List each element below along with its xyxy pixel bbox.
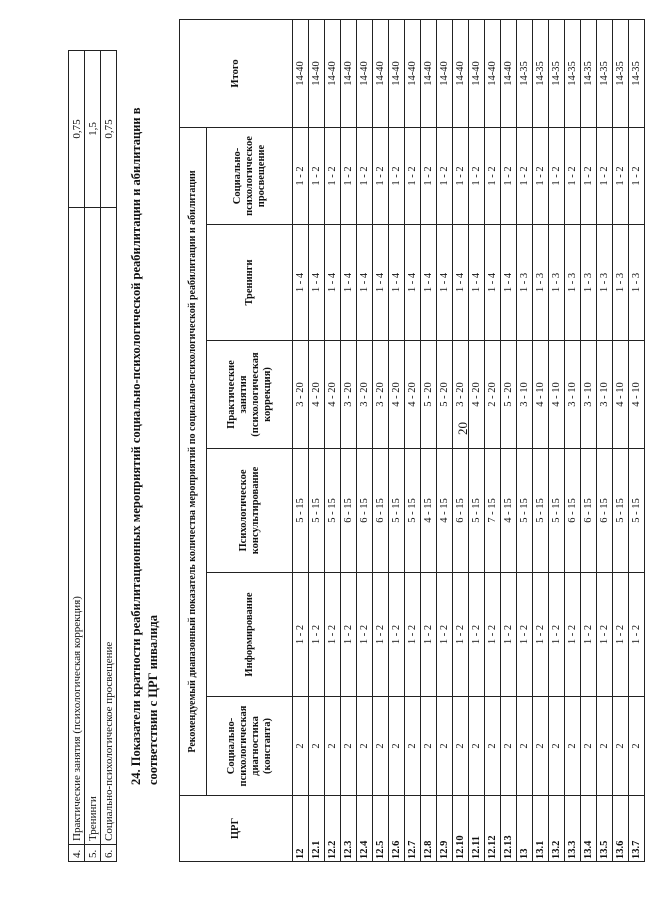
value-cell: 1 - 3 bbox=[629, 225, 645, 341]
value-cell: 2 bbox=[357, 697, 373, 796]
value-cell: 2 bbox=[485, 697, 501, 796]
total-cell: 14-40 bbox=[357, 19, 373, 127]
value-cell: 4 - 15 bbox=[421, 449, 437, 573]
value-cell: 1 - 2 bbox=[453, 127, 469, 224]
header-col: Социально-психологическое просвещение bbox=[207, 127, 293, 224]
table-row bbox=[501, 19, 517, 861]
value-cell: 1 - 2 bbox=[549, 127, 565, 224]
table-row bbox=[581, 19, 597, 861]
value-cell: 2 bbox=[549, 697, 565, 796]
table-row bbox=[613, 19, 629, 861]
row-number: 6. bbox=[101, 845, 117, 862]
value-cell: 2 bbox=[389, 697, 405, 796]
value-cell: 1 - 2 bbox=[341, 127, 357, 224]
crg-code: 12.7 bbox=[405, 796, 421, 862]
value-cell: 3 - 10 bbox=[597, 341, 613, 449]
table-row bbox=[565, 19, 581, 861]
value-cell: 3 - 10 bbox=[517, 341, 533, 449]
value-cell: 1 - 2 bbox=[405, 573, 421, 697]
table-row bbox=[373, 19, 389, 861]
total-cell: 14-40 bbox=[421, 19, 437, 127]
total-cell: 14-40 bbox=[341, 19, 357, 127]
value-cell: 1 - 4 bbox=[373, 225, 389, 341]
crg-code: 12.8 bbox=[421, 796, 437, 862]
header-crg: ЦРГ bbox=[180, 796, 293, 862]
value-cell: 1 - 4 bbox=[357, 225, 373, 341]
crg-frequency-table bbox=[179, 19, 645, 862]
value-cell: 2 bbox=[533, 697, 549, 796]
total-cell: 14-40 bbox=[437, 19, 453, 127]
value-cell: 2 - 20 bbox=[485, 341, 501, 449]
value-cell: 1 - 2 bbox=[293, 573, 309, 697]
total-cell: 14-40 bbox=[325, 19, 341, 127]
value-cell: 2 bbox=[325, 697, 341, 796]
crg-code: 13.5 bbox=[597, 796, 613, 862]
value-cell: 2 bbox=[309, 697, 325, 796]
value-cell: 6 - 15 bbox=[341, 449, 357, 573]
value-cell: 5 - 15 bbox=[469, 449, 485, 573]
value-cell: 1 - 2 bbox=[597, 573, 613, 697]
row-label: Практические занятия (психологическая коррекция) bbox=[69, 208, 85, 845]
crg-code: 13 bbox=[517, 796, 533, 862]
value-cell: 5 - 15 bbox=[549, 449, 565, 573]
value-cell: 2 bbox=[581, 697, 597, 796]
value-cell: 1 - 2 bbox=[517, 127, 533, 224]
value-cell: 1 - 4 bbox=[437, 225, 453, 341]
value-cell: 1 - 4 bbox=[389, 225, 405, 341]
value-cell: 4 - 10 bbox=[629, 341, 645, 449]
value-cell: 1 - 2 bbox=[501, 127, 517, 224]
value-cell: 6 - 15 bbox=[581, 449, 597, 573]
value-cell: 1 - 2 bbox=[373, 573, 389, 697]
value-cell: 1 - 4 bbox=[469, 225, 485, 341]
row-number: 4. bbox=[69, 845, 85, 862]
value-cell: 6 - 15 bbox=[597, 449, 613, 573]
value-cell: 1 - 2 bbox=[629, 127, 645, 224]
activity-weights-table bbox=[68, 50, 117, 862]
table-row bbox=[453, 19, 469, 861]
value-cell: 2 bbox=[565, 697, 581, 796]
total-cell: 14-35 bbox=[629, 19, 645, 127]
value-cell: 1 - 2 bbox=[437, 127, 453, 224]
value-cell: 1 - 4 bbox=[453, 225, 469, 341]
value-cell: 1 - 2 bbox=[437, 573, 453, 697]
crg-code: 12.12 bbox=[485, 796, 501, 862]
header-col: Практические занятия (психологическая коррекция) bbox=[207, 341, 293, 449]
table-row bbox=[549, 19, 565, 861]
table-row bbox=[437, 19, 453, 861]
value-cell: 1 - 2 bbox=[341, 573, 357, 697]
crg-code: 13.3 bbox=[565, 796, 581, 862]
total-cell: 14-35 bbox=[517, 19, 533, 127]
value-cell: 2 bbox=[437, 697, 453, 796]
value-cell: 5 - 15 bbox=[405, 449, 421, 573]
value-cell: 1 - 3 bbox=[581, 225, 597, 341]
value-cell: 1 - 4 bbox=[501, 225, 517, 341]
value-cell: 1 - 4 bbox=[421, 225, 437, 341]
header-group: Рекомендуемый диапазонный показатель количества мероприятий по социально-психологической реабилитации и абилитации bbox=[180, 127, 207, 795]
header-col: Тренинги bbox=[207, 225, 293, 341]
crg-code: 12.3 bbox=[341, 796, 357, 862]
table-row bbox=[629, 19, 645, 861]
total-cell: 14-40 bbox=[373, 19, 389, 127]
table-row bbox=[469, 19, 485, 861]
value-cell: 1 - 2 bbox=[549, 573, 565, 697]
crg-code: 13.1 bbox=[533, 796, 549, 862]
value-cell: 4 - 10 bbox=[533, 341, 549, 449]
row-label: Тренинги bbox=[85, 208, 101, 845]
value-cell: 1 - 2 bbox=[405, 127, 421, 224]
value-cell: 2 bbox=[629, 697, 645, 796]
crg-code: 12.10 bbox=[453, 796, 469, 862]
table-row bbox=[85, 51, 101, 862]
value-cell: 4 - 15 bbox=[437, 449, 453, 573]
row-value: 1,5 bbox=[85, 51, 101, 208]
value-cell: 5 - 15 bbox=[325, 449, 341, 573]
value-cell: 1 - 4 bbox=[325, 225, 341, 341]
value-cell: 1 - 2 bbox=[325, 573, 341, 697]
value-cell: 4 - 20 bbox=[389, 341, 405, 449]
value-cell: 1 - 4 bbox=[341, 225, 357, 341]
value-cell: 5 - 15 bbox=[517, 449, 533, 573]
total-cell: 14-40 bbox=[405, 19, 421, 127]
value-cell: 5 - 20 bbox=[437, 341, 453, 449]
value-cell: 3 - 20 bbox=[373, 341, 389, 449]
value-cell: 1 - 4 bbox=[485, 225, 501, 341]
total-cell: 14-40 bbox=[453, 19, 469, 127]
total-cell: 14-35 bbox=[549, 19, 565, 127]
row-value: 0,75 bbox=[69, 51, 85, 208]
value-cell: 1 - 2 bbox=[533, 573, 549, 697]
value-cell: 1 - 2 bbox=[485, 127, 501, 224]
value-cell: 1 - 2 bbox=[581, 573, 597, 697]
value-cell: 1 - 2 bbox=[421, 127, 437, 224]
value-cell: 4 - 20 bbox=[405, 341, 421, 449]
value-cell: 6 - 15 bbox=[357, 449, 373, 573]
value-cell: 1 - 2 bbox=[293, 127, 309, 224]
value-cell: 5 - 20 bbox=[501, 341, 517, 449]
value-cell: 1 - 2 bbox=[373, 127, 389, 224]
crg-code: 12.5 bbox=[373, 796, 389, 862]
value-cell: 1 - 2 bbox=[565, 127, 581, 224]
value-cell: 1 - 3 bbox=[517, 225, 533, 341]
header-total: Итого bbox=[180, 19, 293, 127]
crg-code: 12.2 bbox=[325, 796, 341, 862]
value-cell: 3 - 20 bbox=[341, 341, 357, 449]
value-cell: 1 - 3 bbox=[613, 225, 629, 341]
value-cell: 1 - 2 bbox=[389, 573, 405, 697]
value-cell: 1 - 2 bbox=[613, 127, 629, 224]
value-cell: 1 - 4 bbox=[309, 225, 325, 341]
crg-code: 13.4 bbox=[581, 796, 597, 862]
header-col: Социально-психологическая диагностика (константа) bbox=[207, 697, 293, 796]
crg-code: 12.6 bbox=[389, 796, 405, 862]
value-cell: 1 - 2 bbox=[469, 573, 485, 697]
value-cell: 1 - 2 bbox=[533, 127, 549, 224]
value-cell: 1 - 2 bbox=[469, 127, 485, 224]
value-cell: 1 - 3 bbox=[565, 225, 581, 341]
table-row bbox=[101, 51, 117, 862]
crg-code: 12.1 bbox=[309, 796, 325, 862]
value-cell: 1 - 2 bbox=[485, 573, 501, 697]
value-cell: 2 bbox=[373, 697, 389, 796]
crg-code: 13.6 bbox=[613, 796, 629, 862]
value-cell: 2 bbox=[517, 697, 533, 796]
row-number: 5. bbox=[85, 845, 101, 862]
header-col: Психологическое консультирование bbox=[207, 449, 293, 573]
row-label: Социально-психологическое просвещение bbox=[101, 208, 117, 845]
table-row bbox=[69, 51, 85, 862]
value-cell: 1 - 2 bbox=[325, 127, 341, 224]
value-cell: 4 - 10 bbox=[549, 341, 565, 449]
total-cell: 14-40 bbox=[501, 19, 517, 127]
total-cell: 14-35 bbox=[533, 19, 549, 127]
crg-code: 12.9 bbox=[437, 796, 453, 862]
header-col: Информирование bbox=[207, 573, 293, 697]
value-cell: 1 - 2 bbox=[309, 127, 325, 224]
value-cell: 5 - 15 bbox=[613, 449, 629, 573]
row-value: 0,75 bbox=[101, 51, 117, 208]
table-row bbox=[341, 19, 357, 861]
crg-code: 12 bbox=[293, 796, 309, 862]
value-cell: 2 bbox=[501, 697, 517, 796]
value-cell: 4 - 10 bbox=[613, 341, 629, 449]
value-cell: 2 bbox=[293, 697, 309, 796]
value-cell: 2 bbox=[469, 697, 485, 796]
value-cell: 2 bbox=[453, 697, 469, 796]
table-row bbox=[485, 19, 501, 861]
value-cell: 4 - 20 bbox=[325, 341, 341, 449]
value-cell: 5 - 15 bbox=[533, 449, 549, 573]
value-cell: 1 - 2 bbox=[421, 573, 437, 697]
value-cell: 2 bbox=[597, 697, 613, 796]
value-cell: 1 - 2 bbox=[581, 127, 597, 224]
value-cell: 1 - 2 bbox=[453, 573, 469, 697]
value-cell: 6 - 15 bbox=[565, 449, 581, 573]
value-cell: 2 bbox=[421, 697, 437, 796]
value-cell: 1 - 2 bbox=[613, 573, 629, 697]
value-cell: 3 - 10 bbox=[565, 341, 581, 449]
table-row bbox=[405, 19, 421, 861]
table-row bbox=[389, 19, 405, 861]
value-cell: 1 - 2 bbox=[597, 127, 613, 224]
value-cell: 4 - 15 bbox=[501, 449, 517, 573]
value-cell: 5 - 15 bbox=[629, 449, 645, 573]
value-cell: 4 - 20 bbox=[469, 341, 485, 449]
table-row bbox=[597, 19, 613, 861]
value-cell: 3 - 20 bbox=[293, 341, 309, 449]
value-cell: 1 - 3 bbox=[549, 225, 565, 341]
value-cell: 1 - 2 bbox=[629, 573, 645, 697]
value-cell: 1 - 2 bbox=[357, 127, 373, 224]
total-cell: 14-40 bbox=[389, 19, 405, 127]
value-cell: 5 - 15 bbox=[293, 449, 309, 573]
total-cell: 14-40 bbox=[309, 19, 325, 127]
value-cell: 1 - 2 bbox=[517, 573, 533, 697]
table-body bbox=[293, 19, 645, 861]
value-cell: 6 - 15 bbox=[373, 449, 389, 573]
value-cell: 2 bbox=[405, 697, 421, 796]
table-row bbox=[309, 19, 325, 861]
value-cell: 6 - 15 bbox=[453, 449, 469, 573]
value-cell: 1 - 2 bbox=[565, 573, 581, 697]
page-number: 20 bbox=[455, 422, 470, 435]
value-cell: 5 - 20 bbox=[421, 341, 437, 449]
value-cell: 5 - 15 bbox=[389, 449, 405, 573]
crg-code: 12.4 bbox=[357, 796, 373, 862]
table-row bbox=[293, 19, 309, 861]
value-cell: 1 - 2 bbox=[309, 573, 325, 697]
section-title: 24. Показатели кратности реабилитационных мероприятий социально-психологической реабилитации и абилитации в соответствии с ЦРГ инвалида bbox=[129, 107, 160, 785]
total-cell: 14-35 bbox=[613, 19, 629, 127]
value-cell: 1 - 4 bbox=[293, 225, 309, 341]
value-cell: 3 - 10 bbox=[581, 341, 597, 449]
value-cell: 2 bbox=[341, 697, 357, 796]
table-row bbox=[325, 19, 341, 861]
value-cell: 1 - 4 bbox=[405, 225, 421, 341]
total-cell: 14-35 bbox=[597, 19, 613, 127]
table-row bbox=[517, 19, 533, 861]
crg-code: 12.11 bbox=[469, 796, 485, 862]
crg-code: 13.7 bbox=[629, 796, 645, 862]
total-cell: 14-35 bbox=[581, 19, 597, 127]
value-cell: 5 - 15 bbox=[309, 449, 325, 573]
value-cell: 7 - 15 bbox=[485, 449, 501, 573]
crg-code: 12.13 bbox=[501, 796, 517, 862]
total-cell: 14-40 bbox=[485, 19, 501, 127]
value-cell: 1 - 2 bbox=[501, 573, 517, 697]
table-row bbox=[421, 19, 437, 861]
value-cell: 3 - 20 bbox=[357, 341, 373, 449]
table-row bbox=[533, 19, 549, 861]
total-cell: 14-35 bbox=[565, 19, 581, 127]
table-row bbox=[357, 19, 373, 861]
value-cell: 1 - 2 bbox=[357, 573, 373, 697]
value-cell: 1 - 3 bbox=[533, 225, 549, 341]
total-cell: 14-40 bbox=[469, 19, 485, 127]
total-cell: 14-40 bbox=[293, 19, 309, 127]
crg-code: 13.2 bbox=[549, 796, 565, 862]
value-cell: 1 - 3 bbox=[597, 225, 613, 341]
value-cell: 4 - 20 bbox=[309, 341, 325, 449]
value-cell: 3 - 20 bbox=[453, 341, 469, 449]
value-cell: 1 - 2 bbox=[389, 127, 405, 224]
value-cell: 2 bbox=[613, 697, 629, 796]
